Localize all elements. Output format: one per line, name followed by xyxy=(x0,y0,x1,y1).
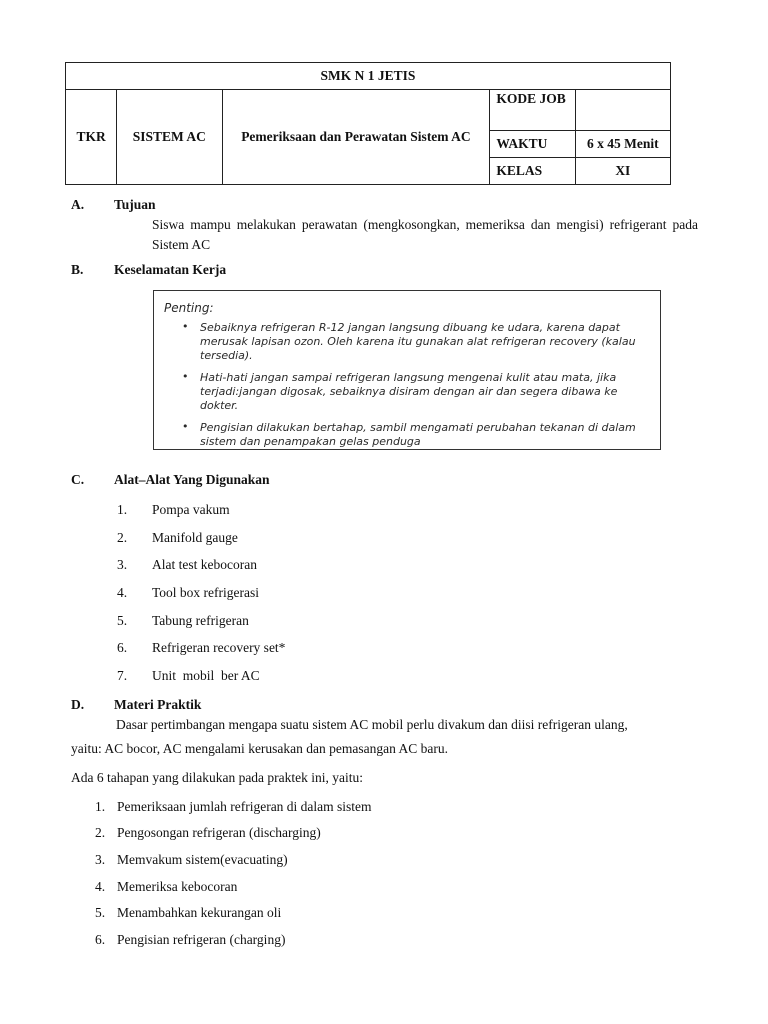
tool-number: 3. xyxy=(117,557,128,572)
kode-job-value xyxy=(575,90,670,131)
safety-note-box xyxy=(153,290,661,450)
kode-job-label: KODE JOB xyxy=(490,90,575,131)
step-text: Memeriksa kebocoran xyxy=(117,879,238,894)
bullet-icon: • xyxy=(182,370,189,383)
section-d-letter: D. xyxy=(71,697,85,712)
tool-text: Tool box refrigerasi xyxy=(152,585,260,600)
section-d-title: Materi Praktik xyxy=(114,697,202,712)
kelas-label: KELAS xyxy=(490,158,575,185)
bullet-icon: • xyxy=(182,320,189,333)
step-text: Memvakum sistem(evacuating) xyxy=(117,852,288,867)
step-text: Pengosongan refrigeran (discharging) xyxy=(117,825,321,840)
tool-number: 5. xyxy=(117,613,128,628)
step-number: 6. xyxy=(95,932,106,947)
tool-text: Pompa vakum xyxy=(152,502,230,517)
note-text: Hati-hati jangan sampai refrigeran langsung mengenai kulit atau mata, jika terjadi:jangan digosak, sebaiknya disiram dengan air dan segera dibawa ke dokter. xyxy=(200,371,618,412)
waktu-value: 6 x 45 Menit xyxy=(575,131,670,158)
tool-number: 2. xyxy=(117,530,128,545)
step-text: Menambahkan kekurangan oli xyxy=(117,905,282,920)
tool-number: 1. xyxy=(117,502,128,517)
program-cell: TKR xyxy=(66,90,117,185)
step-number: 1. xyxy=(95,799,106,814)
section-a-text: Siswa mampu melakukan perawatan (mengkosongkan, memeriksa dan mengisi) refrigerant pada Sistem AC xyxy=(152,217,698,252)
step-number: 5. xyxy=(95,905,106,920)
note-list xyxy=(164,321,650,449)
tool-text: Manifold gauge xyxy=(152,530,238,545)
materi-paragraph-line1: Dasar pertimbangan mengapa suatu sistem AC mobil perlu divakum dan diisi refrigeran ulang, xyxy=(116,717,628,732)
subject-cell: SISTEM AC xyxy=(117,90,222,185)
tool-number: 6. xyxy=(117,640,128,655)
note-item xyxy=(182,320,650,363)
note-text: Pengisian dilakukan bertahap, sambil mengamati perubahan tekanan di dalam sistem dan penampakan gelas penduga xyxy=(200,421,636,448)
section-a-letter: A. xyxy=(71,197,85,212)
school-name: SMK N 1 JETIS xyxy=(66,63,671,90)
step-number: 3. xyxy=(95,852,106,867)
step-number: 4. xyxy=(95,879,106,894)
tool-number: 4. xyxy=(117,585,128,600)
materi-paragraph-line2: yaitu: AC bocor, AC mengalami kerusakan dan pemasangan AC baru. xyxy=(71,741,448,756)
tool-text: Refrigeran recovery set* xyxy=(152,640,286,655)
note-item xyxy=(182,420,650,449)
step-text: Pemeriksaan jumlah refrigeran di dalam sistem xyxy=(117,799,372,814)
section-c-letter: C. xyxy=(71,472,85,487)
kelas-value: XI xyxy=(575,158,670,185)
job-title-cell: Pemeriksaan dan Perawatan Sistem AC xyxy=(222,90,490,185)
section-b-letter: B. xyxy=(71,262,84,277)
header-table xyxy=(65,62,671,185)
section-b-title: Keselamatan Kerja xyxy=(114,262,227,277)
step-number: 2. xyxy=(95,825,106,840)
tool-text: Tabung refrigeran xyxy=(152,613,249,628)
waktu-label: WAKTU xyxy=(490,131,575,158)
note-title: Penting: xyxy=(164,301,214,315)
section-a-title: Tujuan xyxy=(114,197,156,212)
note-text: Sebaiknya refrigeran R-12 jangan langsung dibuang ke udara, karena dapat merusak lapisan ozon. Oleh karena itu gunakan alat refrigeran recovery (kalau tersedia). xyxy=(200,321,636,362)
tool-text: Alat test kebocoran xyxy=(152,557,257,572)
tool-text: Unit mobil ber AC xyxy=(152,668,260,683)
step-text: Pengisian refrigeran (charging) xyxy=(117,932,286,947)
note-item xyxy=(182,370,650,413)
section-c-title: Alat–Alat Yang Digunakan xyxy=(114,472,270,487)
tool-number: 7. xyxy=(117,668,128,683)
materi-intro: Ada 6 tahapan yang dilakukan pada praktek ini, yaitu: xyxy=(71,770,364,785)
bullet-icon: • xyxy=(182,420,189,433)
